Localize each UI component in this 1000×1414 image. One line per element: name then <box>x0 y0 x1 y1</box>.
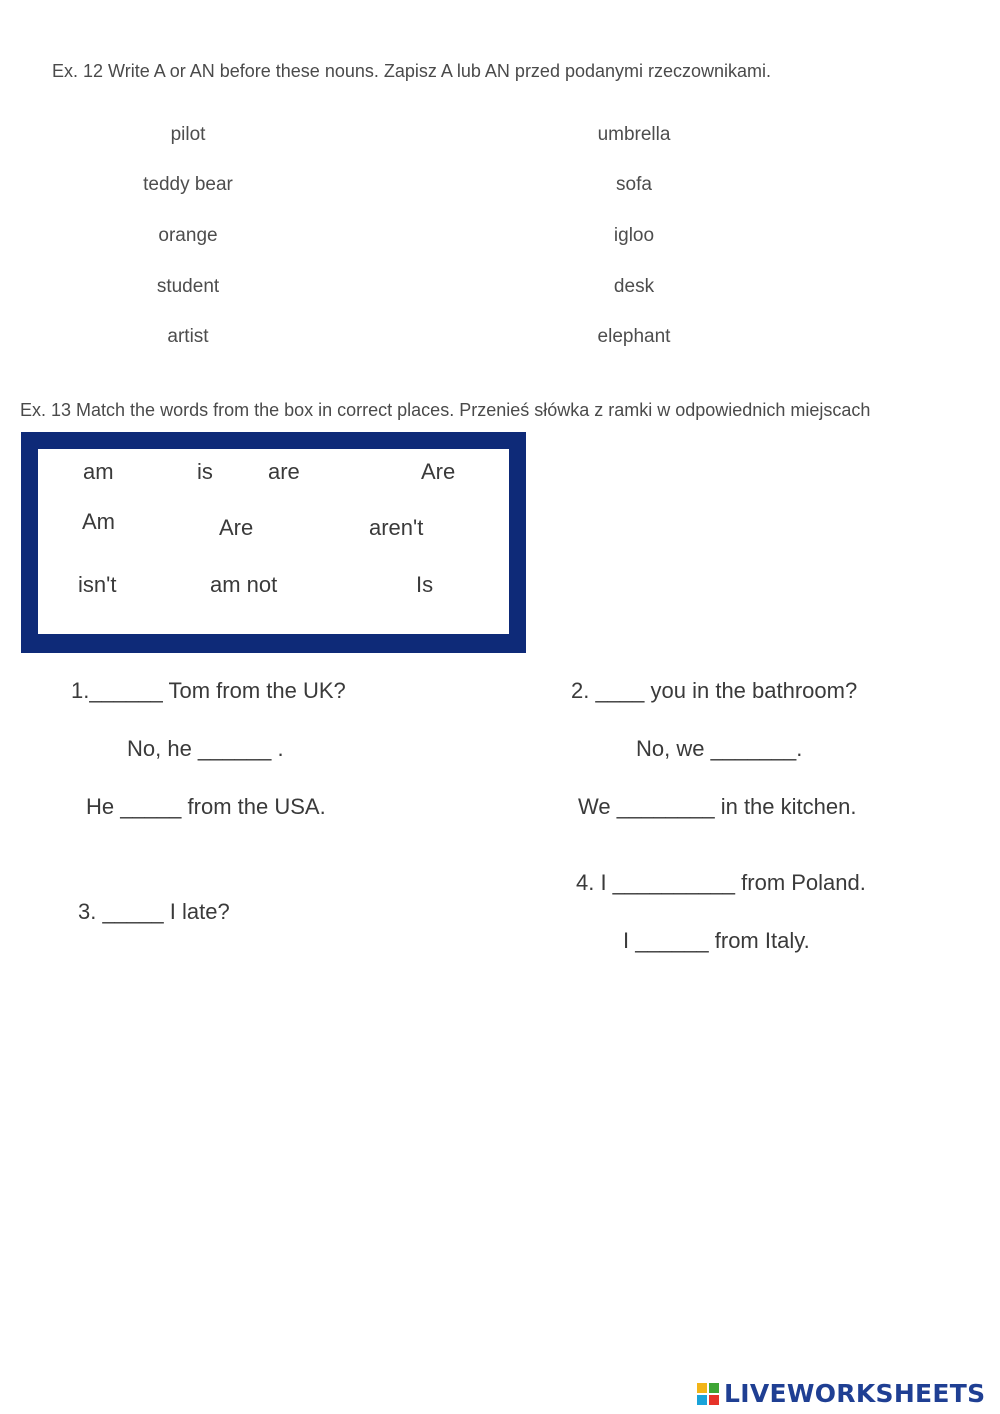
noun-item: pilot <box>170 124 206 145</box>
noun-item: orange <box>158 225 218 246</box>
question-2-line-1: 2. ____ you in the bathroom? <box>571 678 858 703</box>
noun-item: desk <box>613 276 655 297</box>
noun-item: sofa <box>616 174 652 195</box>
word-chip[interactable]: are <box>268 459 300 484</box>
noun-item: artist <box>167 326 209 347</box>
word-chip[interactable]: am not <box>210 572 278 597</box>
question-4-line-2: I ______ from Italy. <box>623 928 810 953</box>
question-2-line-2: No, we _______. <box>636 736 803 761</box>
logo-square-icon <box>709 1395 719 1405</box>
noun-item: elephant <box>597 326 671 347</box>
question-1-line-2: No, he ______ . <box>127 736 284 761</box>
question-1-line-3: He _____ from the USA. <box>86 794 326 819</box>
noun-item: student <box>156 276 220 297</box>
word-chip[interactable]: Is <box>416 572 434 597</box>
word-chip[interactable]: am <box>83 459 114 484</box>
ex13-instruction: Ex. 13 Match the words from the box in correct places. Przenieś słówka z ramki w odpowiednich miejscach <box>20 400 871 420</box>
word-chip[interactable]: Am <box>82 509 115 534</box>
question-3-line-1: 3. _____ I late? <box>78 899 230 924</box>
noun-item: igloo <box>613 225 655 246</box>
question-1-line-1: 1.______ Tom from the UK? <box>71 678 346 703</box>
word-chip[interactable]: Are <box>219 515 254 540</box>
word-chip[interactable]: Are <box>421 459 456 484</box>
noun-item: umbrella <box>597 124 671 145</box>
question-2-line-3: We ________ in the kitchen. <box>578 794 857 819</box>
logo-square-icon <box>709 1383 719 1393</box>
word-chip[interactable]: isn't <box>78 572 117 597</box>
logo-square-icon <box>697 1383 707 1393</box>
question-4-line-1: 4. I __________ from Poland. <box>576 870 866 895</box>
noun-item: teddy bear <box>143 174 233 195</box>
word-chip[interactable]: aren't <box>369 515 424 540</box>
logo-square-icon <box>697 1395 707 1405</box>
word-chip[interactable]: is <box>197 459 213 484</box>
ex12-instruction: Ex. 12 Write A or AN before these nouns. Zapisz A lub AN przed podanymi rzeczownikami. <box>52 61 772 81</box>
logo-text: LIVEWORKSHEETS <box>724 1379 986 1408</box>
